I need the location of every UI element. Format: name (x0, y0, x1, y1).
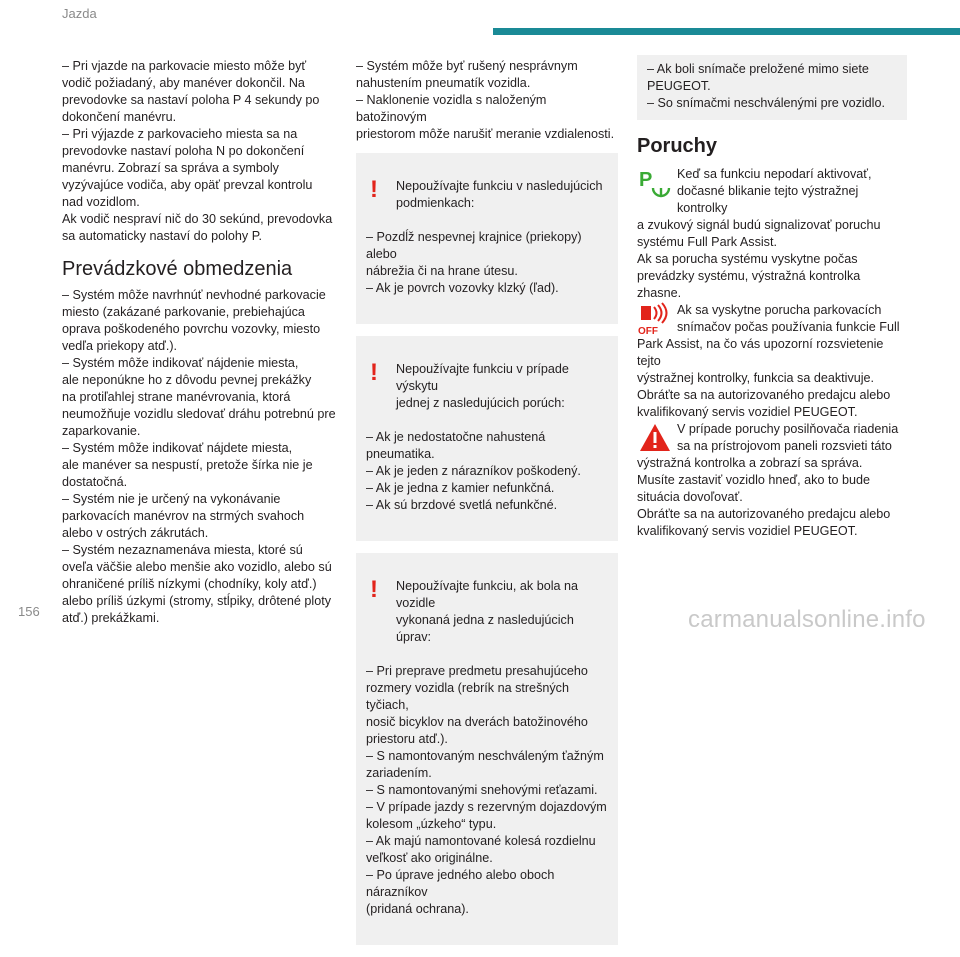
watermark: carmanualsonline.info (688, 606, 926, 633)
fault-paragraph-3 (637, 421, 907, 455)
exclamation-icon: ! (370, 359, 378, 386)
section-title: Jazda (62, 6, 97, 21)
note-3-head: Nepoužívajte funkciu, ak bola na vozidle vykonaná jedna z nasledujúcich úprav: (396, 579, 579, 644)
col2-intro: – Systém môže byť rušený nesprávnym nahustením pneumatík vozidla. – Naklonenie vozidla s naloženým batožinovým priestorom môže narušiť meranie vzdialenosti. (356, 59, 615, 141)
warning-note-3 (356, 553, 618, 945)
svg-text:OFF: OFF (638, 326, 658, 336)
col1-intro: – Pri vjazde na parkovacie miesto môže byť vodič požiadaný, aby manéver dokončil. Na prevodovke sa nastaví poloha P 4 sekundy po dokončení manévru. – Pri výjazde z parkovacieho miesta sa na prevodovke nastaví poloha N po dokončení manévru. Zobrazí sa správa a symboly vyzývajúce vodiča, aby opäť prevzal kontrolu nad vozidlom. Ak vodič nespraví nič do 30 sekúnd, prevodovka sa automaticky nastaví do polohy P. (62, 59, 333, 243)
fault-1-rest: a zvukový signál budú signalizovať poruchu systému Full Park Assist. Ak sa porucha systému vyskytne počas prevádzky systému, výstražná kontrolka zhasne. (637, 218, 881, 300)
column-1 (62, 58, 346, 627)
page-number: 156 (18, 604, 40, 619)
warning-triangle-icon (637, 421, 673, 455)
fault-2-lead: Ak sa vyskytne porucha parkovacích snímačov počas používania funkcie Full (677, 303, 900, 334)
note-2-body: – Ak je nedostatočne nahustená pneumatika. – Ak je jeden z nárazníkov poškodený. – Ak je jedna z kamier nefunkčná. – Ak sú brzdové svetlá nefunkčné. (366, 430, 581, 512)
fault-paragraph-1 (637, 166, 907, 217)
park-assist-warning-icon (637, 166, 673, 200)
col1-body: – Systém môže navrhnúť nevhodné parkovacie miesto (zakázané parkovanie, prebiehajúca oprava poškodeného povrchu vozovky, miesto vedľa priekopy atď.). – Systém môže indikovať nájdenie miesta, ale neponúkne ho z dôvodu pevnej prekážky na protiľahlej strane manévrovania, ktorá neumožňuje vozidlu sledovať dráhu potrebnú pre zaparkovanie. – Systém môže indikovať nájdete miesta, ale manéver sa nespustí, pretože šírka nie je dostatočná. – Systém nie je určený na vykonávanie parkovacích manévrov na strmých svahoch alebo v ostrých zákrutách. – Systém nezaznamenáva miesta, ktoré sú oveľa väčšie alebo menšie ako vozidlo, alebo sú ohraničené príliš nízkymi (chodníky, koly atď.) alebo príliš úzkymi (stromy, stĺpiky, drôtené ploty atď.) prekážkami. (62, 288, 336, 625)
fault-3-rest: výstražná kontrolka a zobrazí sa správa. Musíte zastaviť vozidlo hneď, ako to bude situácia dovoľovať. Obráťte sa na autorizovaného predajcu alebo kvalifikovaný servis vozidiel PEUGEOT. (637, 456, 891, 538)
fault-3-lead: V prípade poruchy posilňovača riadenia sa na prístrojovom paneli rozsvieti táto (677, 422, 899, 453)
exclamation-icon: ! (370, 576, 378, 603)
fault-1-lead: Keď sa funkciu nepodarí aktivovať, dočasné blikanie tejto výstražnej kontrolky (677, 167, 872, 215)
faults-heading: Poruchy (637, 135, 718, 157)
parking-sensors-off-icon (637, 302, 673, 336)
column-2 (356, 58, 618, 957)
column-3 (637, 55, 907, 540)
sensor-note-box: – Ak boli snímače preložené mimo siete PEUGEOT. – So snímačmi neschválenými pre vozidlo. (637, 55, 907, 120)
warning-note-1 (356, 153, 618, 324)
warning-note-2 (356, 336, 618, 541)
note-1-head: Nepoužívajte funkciu v nasledujúcich podmienkach: (396, 179, 603, 210)
note-3-body: – Pri preprave predmetu presahujúceho rozmery vozidla (rebrík na strešných tyčiach, nosič bicyklov na dverách batožinového priestoru atď.). – S namontovaným neschváleným ťažným zariadením. – S namontovanými snehovými reťazami. – V prípade jazdy s rezervným dojazdovým kolesom „úzkeho“ typu. – Ak majú namontované kolesá rozdielnu veľkosť ako originálne. – Po úprave jedného alebo oboch nárazníkov (pridaná ochrana). (366, 664, 607, 916)
operating-limits-heading: Prevádzkové obmedzenia (62, 258, 293, 280)
exclamation-icon: ! (370, 176, 378, 203)
note-2-head: Nepoužívajte funkciu v prípade výskytu jednej z nasledujúcich porúch: (396, 362, 569, 410)
header-accent-bar (493, 28, 960, 35)
fault-2-rest: Park Assist, na čo vás upozorní rozsvietenie tejto výstražnej kontrolky, funkcia sa deaktivuje. Obráťte sa na autorizovaného predajcu alebo kvalifikovaný servis vozidiel PEUGEOT. (637, 337, 891, 419)
note-1-body: – Pozdĺž nespevnej krajnice (priekopy) alebo nábrežia či na hrane útesu. – Ak je povrch vozovky klzký (ľad). (366, 230, 582, 295)
fault-paragraph-2 (637, 302, 907, 336)
svg-text:P: P (639, 169, 653, 191)
